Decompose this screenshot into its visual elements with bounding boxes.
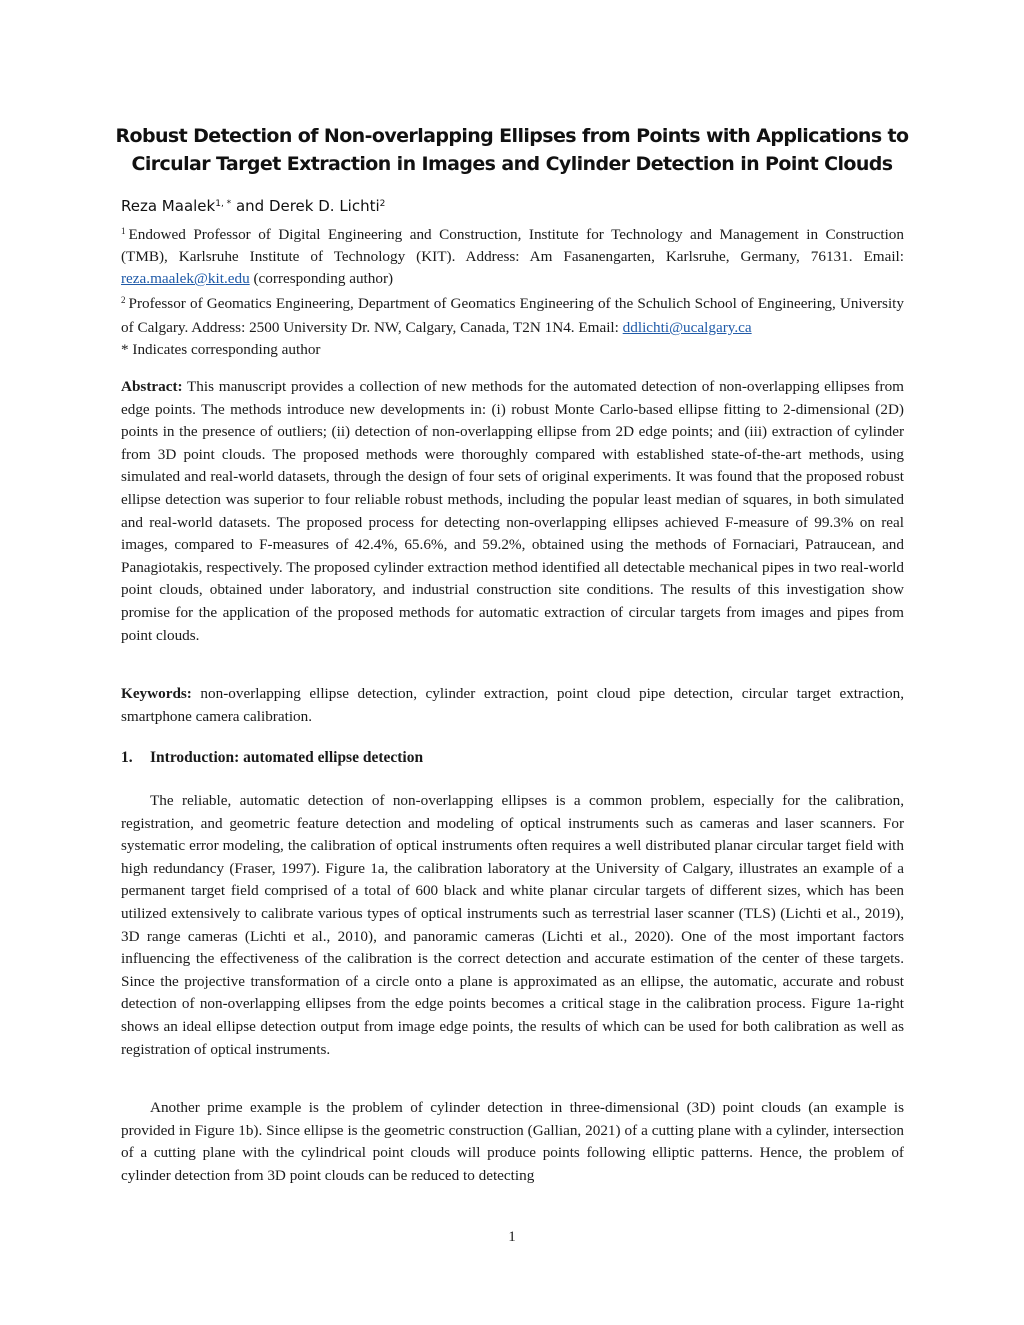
author-1: Reza Maalek — [121, 197, 216, 215]
email-link-maalek[interactable]: reza.maalek@kit.edu — [121, 270, 250, 287]
section-number: 1. — [121, 749, 133, 766]
affiliation-1-suffix: (corresponding author) — [249, 270, 394, 287]
corresponding-note — [121, 339, 904, 361]
keywords-text: non-overlapping ellipse detection, cylinder extraction, point cloud pipe detection, circular target extraction, smartphone camera calibration. — [121, 685, 904, 725]
affiliation-1-marker: 1 — [121, 226, 126, 236]
abstract-label: Abstract: — [121, 378, 183, 395]
author-1-superscript: 1, * — [215, 199, 232, 209]
page-number: 1 — [508, 1229, 516, 1245]
corresponding-text: Indicates corresponding author — [128, 341, 321, 358]
corresponding-marker: * — [121, 341, 129, 358]
intro-paragraph-2: Another prime example is the problem of cylinder detection in three-dimensional (3D) point clouds (an example is provided in Figure 1b). Since ellipse is the geometric construction (Gallian, 2021) of a cutting plane with a cylinder, intersection of a cutting plane with the cylindrical point clouds will produce points following elliptic patterns. Hence, the problem of cylinder detection from 3D point clouds can be reduced to detecting — [121, 1099, 904, 1184]
author-conjunction: and — [231, 197, 269, 215]
affiliation-2 — [121, 288, 904, 340]
author-2: Derek D. Lichti — [268, 197, 380, 215]
affiliation-1 — [121, 220, 904, 290]
keywords-label: Keywords: — [121, 685, 192, 702]
abstract-text: This manuscript provides a collection of new methods for the automated detection of non-overlapping ellipses from edge points. The methods introduce new developments in: (i) robust Monte Carlo-based ellipse fitting to 2-dimensional (2D) points in the presence of outliers; (ii) detection of non-overlapping ellipse from 2D edge points; and (iii) extraction of cylinder from 3D point clouds. The proposed methods were thoroughly compared with established state-of-the-art methods, using simulated and real-world datasets, through the design of four sets of original experiments. It was found that the proposed robust ellipse detection was superior to four reliable robust methods, including the popular least median of squares, in both simulated and real-world datasets. The proposed process for detecting non-overlapping ellipses achieved F-measure of 99.3% on real images, compared to F-measures of 42.4%, 65.6%, and 59.2%, obtained using the methods of Fornaciari, Patraucean, and Panagiotakis, respectively. The proposed cylinder extraction method identified all detectable mechanical pipes in two real-world point clouds, obtained under laboratory, and industrial construction site conditions. The results of this investigation show promise for the application of the proposed methods for automatic extraction of circular targets from images and pipes from point clouds. — [121, 378, 904, 644]
abstract — [121, 376, 904, 647]
keywords — [121, 683, 904, 728]
section-title: Introduction: automated ellipse detection — [150, 749, 424, 766]
email-link-lichti[interactable]: ddlichti@ucalgary.ca — [622, 319, 752, 336]
affiliation-1-text: Endowed Professor of Digital Engineering and Construction, Institute for Technology and Management in Construction (TMB), Karlsruhe Institute of Technology (KIT). Address: Am Fasanengarten, Karlsruhe, Germany, 76131. Email: — [121, 226, 904, 265]
paper-title — [100, 122, 924, 178]
affiliation-2-text: Professor of Geomatics Engineering, Department of Geomatics Engineering of the Schulich School of Engineering, University of Calgary. Address: 2500 University Dr. NW, Calgary, Canada, T2N 1N4. Email: — [121, 295, 904, 336]
author-list — [121, 197, 385, 215]
title-line-1: Robust Detection of Non-overlapping Ellipses from Points with Applications to — [115, 125, 909, 147]
intro-paragraph-1: The reliable, automatic detection of non-overlapping ellipses is a common problem, especially for the calibration, registration, and geometric feature detection and modeling of optical instruments such as cameras and laser scanners. For systematic error modeling, the calibration of optical instruments often requires a well distributed planar circular target field with high redundancy (Fraser, 1997). Figure 1a, the calibration laboratory at the University of Calgary, illustrates an example of a permanent target field comprised of a total of 600 black and white planar circular targets of different sizes, which has been utilized extensively to calibrate various types of optical instruments such as terrestrial laser scanner (TLS) (Lichti et al., 2019), 3D range cameras (Lichti et al., 2010), and panoramic cameras (Lichti et al., 2020). One of the most important factors influencing the effectiveness of the calibration is the correct detection and accurate estimation of the center of these targets. Since the projective transformation of a circle onto a plane is approximated as an ellipse, the automatic, accurate and robust detection of non-overlapping ellipses from the edge points becomes a critical stage in the calibration process. Figure 1a-right shows an ideal ellipse detection output from image edge points, the results of which can be used for both calibration as well as registration of optical instruments. — [121, 792, 904, 1058]
affiliation-2-marker: 2 — [121, 295, 126, 305]
author-2-superscript: 2 — [379, 199, 386, 209]
section-heading-introduction — [121, 749, 423, 767]
title-line-2: Circular Target Extraction in Images and Cylinder Detection in Point Clouds — [131, 153, 893, 175]
